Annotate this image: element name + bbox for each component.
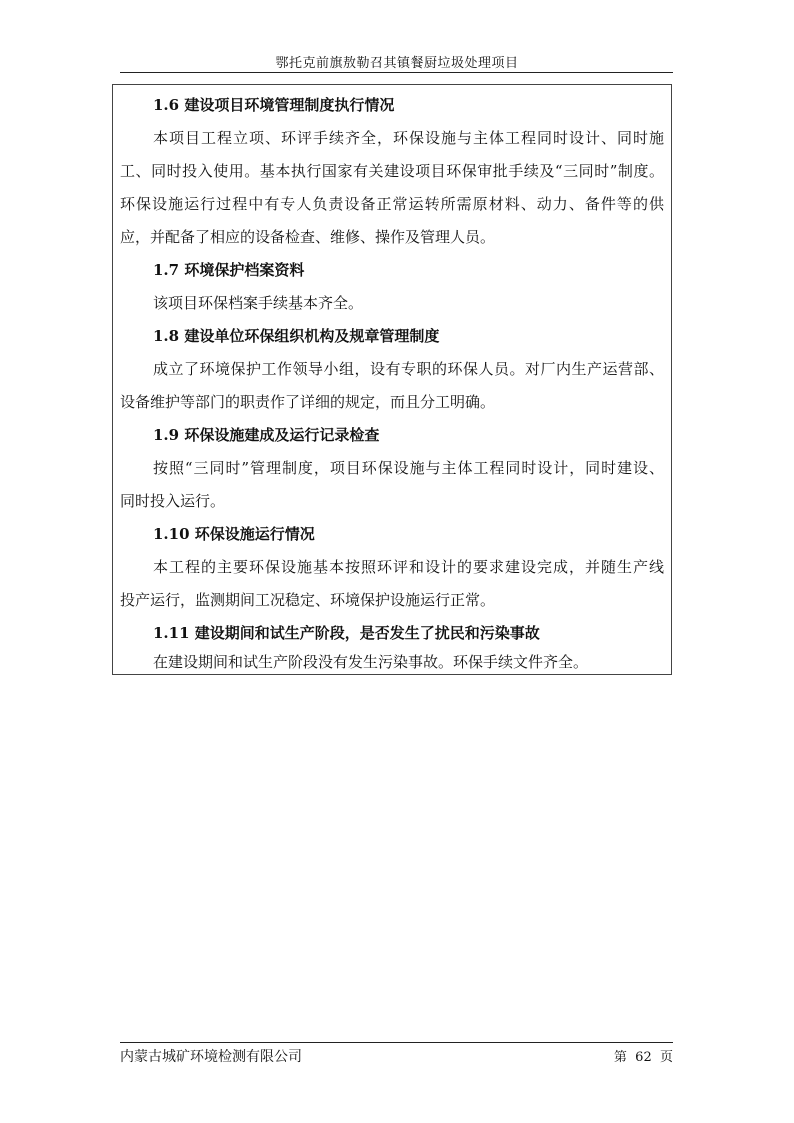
paragraph-line: 设备维护等部门的职责作了详细的规定，而且分工明确。	[120, 393, 496, 411]
section-heading-1-6: 1.6 建设项目环境管理制度执行情况	[153, 96, 395, 114]
paragraph-line: 成立了环境保护工作领导小组，设有专职的环保人员。对厂内生产运营部、	[153, 360, 664, 378]
section-heading-1-7: 1.7 环境保护档案资料	[153, 261, 305, 279]
header-divider	[120, 72, 673, 73]
page-header-title: 鄂托克前旗敖勒召其镇餐厨垃圾处理项目	[275, 56, 519, 71]
footer-page-number: 第 62 页	[613, 1050, 673, 1065]
paragraph-line: 本工程的主要环保设施基本按照环评和设计的要求建设完成，并随生产线	[153, 558, 664, 576]
paragraph-line: 本项目工程立项、环评手续齐全，环保设施与主体工程同时设计、同时施	[153, 129, 664, 147]
section-heading-1-8: 1.8 建设单位环保组织机构及规章管理制度	[153, 327, 440, 345]
paragraph-line: 应，并配备了相应的设备检查、维修、操作及管理人员。	[120, 228, 496, 246]
footer-company: 内蒙古城矿环境检测有限公司	[120, 1049, 302, 1065]
footer-divider	[120, 1042, 673, 1043]
section-heading-1-10: 1.10 环保设施运行情况	[153, 525, 315, 543]
paragraph-line: 同时投入运行。	[120, 492, 226, 510]
paragraph-line: 按照“三同时”管理制度，项目环保设施与主体工程同时设计，同时建设、	[153, 459, 664, 477]
paragraph-line: 在建设期间和试生产阶段没有发生污染事故。环保手续文件齐全。	[153, 653, 589, 671]
content-box	[112, 84, 672, 675]
paragraph-line: 工、同时投入使用。基本执行国家有关建设项目环保审批手续及“三同时”制度。	[120, 162, 664, 180]
paragraph-line: 环保设施运行过程中有专人负责设备正常运转所需原材料、动力、备件等的供	[120, 195, 664, 213]
section-heading-1-11: 1.11 建设期间和试生产阶段，是否发生了扰民和污染事故	[153, 624, 540, 642]
section-heading-1-9: 1.9 环保设施建成及运行记录检查	[153, 426, 380, 444]
paragraph-line: 该项目环保档案手续基本齐全。	[153, 294, 364, 312]
paragraph-line: 投产运行，监测期间工况稳定、环境保护设施运行正常。	[120, 591, 496, 609]
